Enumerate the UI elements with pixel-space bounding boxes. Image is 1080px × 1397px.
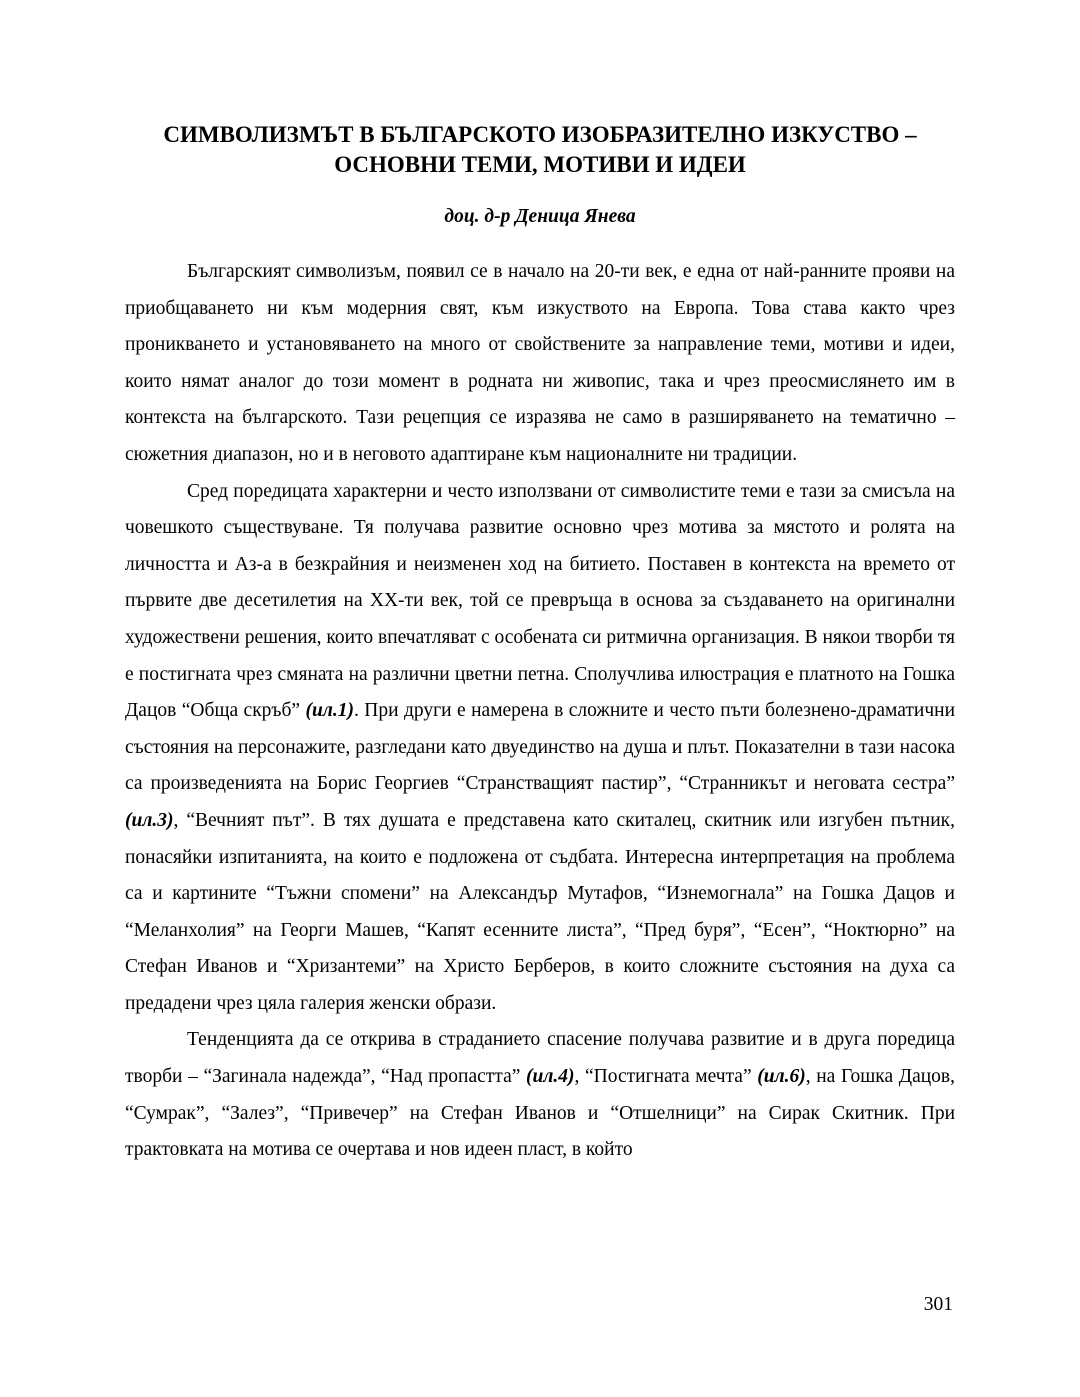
paragraph-3 [125, 1022, 955, 1168]
illustration-reference: (ил.3) [125, 809, 174, 831]
illustration-reference: (ил.1) [305, 700, 354, 722]
article-title-line-1: СИМВОЛИЗМЪТ В БЪЛГАРСКОТО ИЗОБРАЗИТЕЛНО ИЗКУСТВО – [163, 122, 917, 147]
article-title [120, 120, 960, 180]
article-title-line-2: ОСНОВНИ ТЕМИ, МОТИВИ И ИДЕИ [334, 152, 746, 177]
illustration-reference: (ил.6) [757, 1066, 806, 1088]
paragraph-2 [125, 474, 955, 1023]
paragraph-2-text-2: . При други е намерена в сложните и често пъти болезнено-драматични състояния на персонажите, разгледани като двуединство на душа и плът. Показателни в тази насока са произведенията на Борис Георгиев “Странстващият пастир”, “Странникът и неговата сестра” [125, 700, 956, 795]
paragraph-1: Българският символизъм, появил се в начало на 20-ти век, е една от най-ранните прояви на приобщаването ни към модерния свят, към изкуството на Европа. Това става както чрез проникването и установяването на много от свойствените за направление теми, мотиви и идеи, които нямат аналог до този момент в родната ни живопис, така и чрез преосмислянето им в контекста на българското. Тази рецепция се изразява не само в разширяването на тематично – сюжетния диапазон, но и в неговото адаптиране към националните ни традиции. [125, 261, 955, 465]
paragraph-3-text-1: Тенденцията да се открива в страданието спасение получава развитие и в друга поредица творби – “Загинала надежда”, “Над пропастта” [125, 1029, 955, 1088]
page-number: 301 [923, 1294, 953, 1315]
author-name: доц. д-р Деница Янева [444, 206, 636, 227]
paragraph-2-text-3: , “Вечният път”. В тях душата е представена като скиталец, скитник или изгубен пътник, понасяйки изпитанията, на които е подложена от съдбата. Интересна интерпретация на проблема са и картините “Тъжни спомени” на Александър Мутафов, “Изнемогнала” на Гошка Дацов и “Меланхолия” на Георги Машев, “Капят есенните листа”, “Пред буря”, “Есен”, “Ноктюрно” на Стефан Иванов и “Хризантеми” на Христо Берберов, в които сложните състояния на духа са предадени чрез цяла галерия женски образи. [125, 809, 955, 1014]
paragraph-3-text-3: , на Гошка Дацов, “Сумрак”, “Залез”, “Привечер” на Стефан Иванов и “Отшелници” на Сирак Скитник. При трактовката на мотива се очертава и нов идеен пласт, в който [125, 1066, 955, 1161]
paragraph-2-text-1: Сред поредицата характерни и често използвани от символистите теми е тази за смисъла на човешкото съществуване. Тя получава развитие основно чрез мотива за мястото и ролята на личността и Аз-а в безкрайния и неизменен ход на битието. Поставен в контекста на времето от първите две десетилетия на ХХ-ти век, той се превръща в основа за създаването на оригинални художествени решения, които впечатляват с особената си ритмична организация. В някои творби тя е постигната чрез смяната на различни цветни петна. Сполучлива илюстрация е платното на Гошка Дацов “Обща скръб” [125, 480, 955, 722]
paragraph-3-text-2: , “Постигната мечта” [574, 1066, 758, 1088]
illustration-reference: (ил.4) [526, 1066, 575, 1088]
article-body [125, 254, 955, 1169]
